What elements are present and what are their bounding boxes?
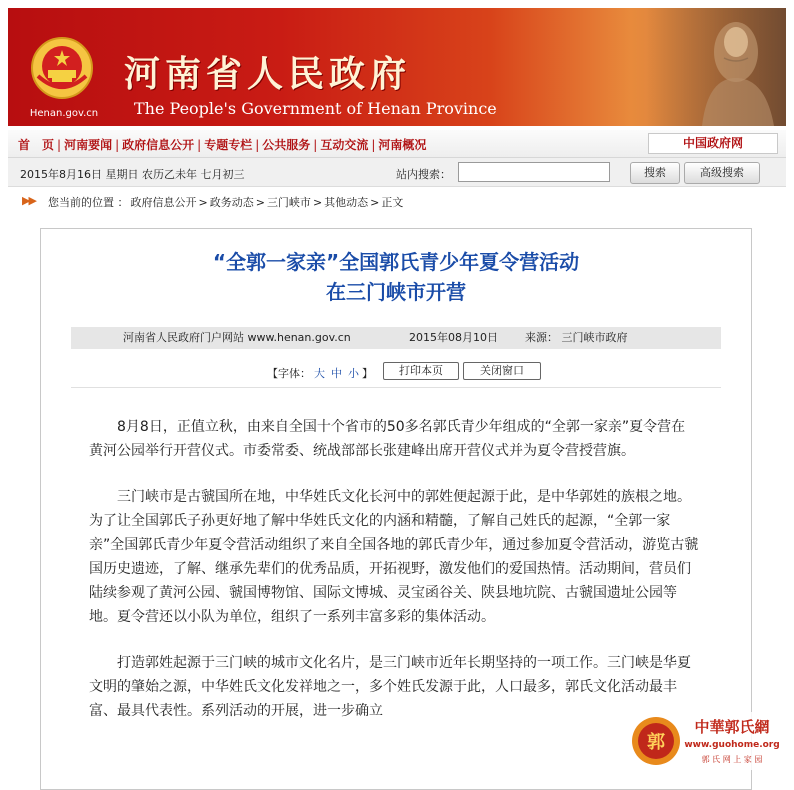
font-large-link[interactable]: 大: [314, 367, 325, 380]
nav-separator: |: [57, 138, 62, 152]
watermark-url: www.guohome.org: [684, 740, 780, 750]
search-label: 站内搜索：: [396, 168, 451, 181]
breadcrumb-item-body: 正文: [381, 196, 404, 209]
article-title-line-2: 在三门峡市开营: [326, 280, 466, 304]
article-paragraph: 打造郭姓起源于三门峡的城市文化名片，是三门峡市近年长期坚持的一项工作。三门峡是华夏文明的肇始之源，中华姓氏文化发祥地之一，多个姓氏发源于此，人口最多，郭氏文化活动最丰富、最具代表性。系列活动的开展，进一步确立: [89, 655, 691, 719]
date-search-bar: [8, 158, 786, 187]
search-button[interactable]: 搜索: [630, 162, 680, 184]
font-size-label-end: 】: [362, 367, 373, 380]
nav-separator: |: [197, 138, 202, 152]
breadcrumb-prefix: 您当前的位置 ：: [48, 196, 129, 209]
font-size-selector: [267, 365, 373, 381]
main-nav: [8, 130, 786, 158]
breadcrumb-text: [48, 194, 405, 210]
breadcrumb-separator: >: [255, 196, 265, 209]
breadcrumb-item-gov-info[interactable]: 政府信息公开: [130, 196, 197, 209]
article-title: [41, 247, 751, 307]
article-date: 2015年08月10日: [409, 331, 498, 344]
nav-item-public-services[interactable]: 公共服务: [262, 138, 311, 152]
breadcrumb-item-other-news[interactable]: 其他动态: [324, 196, 369, 209]
article-source: 来源： 三门峡市政府: [525, 331, 628, 344]
divider: [71, 387, 721, 388]
breadcrumb: [8, 192, 786, 212]
nav-item-henan-news[interactable]: 河南要闻: [64, 138, 113, 152]
nav-item-home[interactable]: 首 页: [18, 138, 55, 152]
nav-item-special-topics[interactable]: 专题专栏: [204, 138, 253, 152]
article-source-site: 河南省人民政府门户网站 www.henan.gov.cn: [123, 331, 351, 344]
nav-items: [18, 136, 426, 153]
breadcrumb-separator: >: [370, 196, 380, 209]
close-window-button[interactable]: 关闭窗口: [463, 362, 541, 380]
national-emblem-icon: [30, 36, 94, 100]
article-meta: [71, 327, 721, 349]
search-input[interactable]: [458, 162, 610, 182]
article-paragraph: 三门峡市是古虢国所在地，中华姓氏文化长河中的郭姓便起源于此，是中华郭姓的族根之地。为了让全国郭氏子孙更好地了解中华姓氏文化的内涵和精髓，了解自己姓氏的起源，“全郭一家亲”全国郭氏青少年夏令营活动组织了来自全国各地的郭氏青少年，通过参加夏令营活动，游览古虢国历史遗迹，了解、继承先辈们的优秀品质，开拓视野，激发他们的爱国热情。活动期间，营员们陆续参观了黄河公园、虢国博物馆、国际文博城、灵宝函谷关、陕县地坑院、古虢国遗址公园等地。夏令营还以小队为单位，组织了一系列丰富多彩的集体活动。: [89, 489, 699, 625]
site-title-en: The People's Government of Henan Province: [134, 99, 497, 118]
current-date: 2015年8月16日 星期日 农历乙未年 七月初三: [20, 168, 245, 181]
china-gov-link[interactable]: 中国政府网: [648, 133, 778, 154]
nav-item-henan-overview[interactable]: 河南概况: [378, 138, 427, 152]
nav-separator: |: [115, 138, 120, 152]
double-arrow-icon: ▶▶: [22, 194, 35, 207]
print-button[interactable]: 打印本页: [383, 362, 459, 380]
font-size-label: 【字体：: [267, 367, 311, 380]
site-title-cn: 河南省人民政府: [124, 53, 412, 95]
nav-separator: |: [255, 138, 260, 152]
header-banner: [8, 8, 786, 126]
article-panel: [40, 228, 752, 790]
nav-item-gov-info[interactable]: 政府信息公开: [122, 138, 195, 152]
article-paragraph: 8月8日，正值立秋，由来自全国十个省市的50多名郭氏青少年组成的“全郭一家亲”夏令营在黄河公园举行开营仪式。市委常委、统战部部长张建峰出席开营仪式并为夏令营授营旗。: [89, 419, 686, 459]
watermark-name: 中華郭氏網: [694, 718, 770, 736]
buddha-statue-image: [688, 12, 778, 126]
nav-item-interaction[interactable]: 互动交流: [320, 138, 369, 152]
watermark-seal: 郭: [647, 732, 665, 753]
site-url: Henan.gov.cn: [29, 108, 99, 119]
article-title-line-1: “全郭一家亲”全国郭氏青少年夏令营活动: [212, 250, 580, 274]
watermark-subtitle: 郭 氏 网 上 家 园: [701, 755, 763, 764]
breadcrumb-separator: >: [198, 196, 208, 209]
nav-separator: |: [313, 138, 318, 152]
breadcrumb-item-sanmenxia[interactable]: 三门峡市: [266, 196, 311, 209]
breadcrumb-item-gov-news[interactable]: 政务动态: [209, 196, 254, 209]
font-small-link[interactable]: 小: [348, 367, 359, 380]
font-medium-link[interactable]: 中: [331, 367, 342, 380]
nav-separator: |: [371, 138, 376, 152]
breadcrumb-separator: >: [312, 196, 323, 209]
guohome-watermark-logo: [628, 712, 788, 770]
advanced-search-button[interactable]: 高级搜索: [684, 162, 760, 184]
article-body: [89, 415, 699, 745]
article-tools: [41, 361, 751, 383]
